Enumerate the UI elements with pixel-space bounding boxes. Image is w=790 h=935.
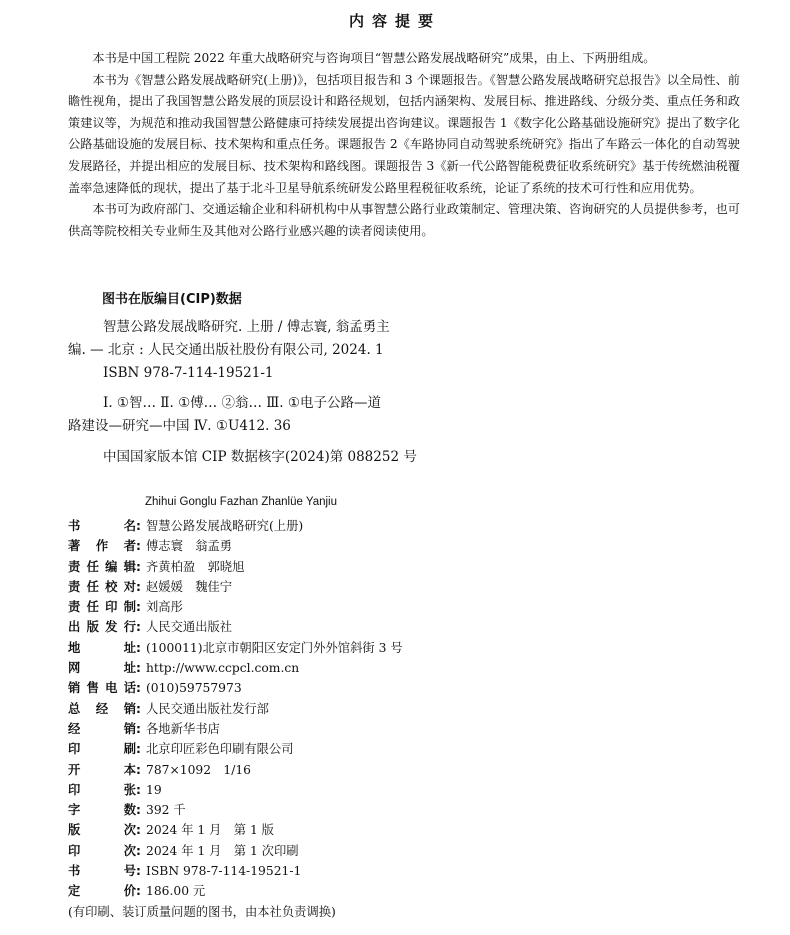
colophon-colon: : [136,640,141,655]
colophon-colon: : [136,843,141,858]
cip-class-line: 路建设—研究—中国 Ⅳ. ①U412. 36 [68,418,291,434]
colophon-value: (100011)北京市朝阳区安定门外外馆斜街 3 号 [146,640,403,655]
cip-class-line: Ⅰ. ①智… Ⅱ. ①傅… ②翁… Ⅲ. ①电子公路—道 [103,395,381,411]
colophon-label: 责 任 印 制 [68,600,136,615]
cip-isbn: ISBN 978-7-114-19521-1 [103,365,274,381]
quality-note: (有印刷、装订质量问题的图书，由本社负责调换) [68,904,336,919]
colophon-label: 印 刷 [68,742,136,757]
colophon-value: 傅志寰 翁孟勇 [146,539,233,554]
colophon-row [68,861,403,881]
colophon-colon: : [136,762,141,777]
colophon-colon: : [136,661,141,676]
colophon-label: 出 版 发 行 [68,620,136,635]
cip-check-line: 中国国家版本馆 CIP 数据核字(2024)第 088252 号 [103,449,417,465]
colophon-colon: : [136,721,141,736]
colophon-row [68,800,403,820]
colophon-value: 赵媛媛 魏佳宁 [146,579,233,594]
colophon-label: 印 张 [68,782,136,797]
colophon-row [68,820,403,840]
cip-desc-line: 编. — 北京 : 人民交通出版社股份有限公司, 2024. 1 [68,342,384,358]
colophon-label: 销 售 电 话 [68,681,136,696]
colophon-label: 责 任 编 辑 [68,559,136,574]
colophon-label: 著 作 者 [68,539,136,554]
cip-title: 图书在版编目(CIP)数据 [102,292,242,307]
colophon-value: ISBN 978-7-114-19521-1 [146,864,302,879]
book-title-pinyin: Zhihui Gonglu Fazhan Zhanlüe Yanjiu [145,496,338,508]
colophon-label: 网 址 [68,661,136,676]
colophon-value: 齐黄柏盈 郭晓旭 [146,559,245,574]
colophon-label: 印 次 [68,843,136,858]
colophon-row [68,841,403,861]
colophon-colon: : [136,579,141,594]
colophon-row [68,516,403,536]
colophon-value: 各地新华书店 [146,721,220,736]
colophon-row [68,658,403,678]
colophon-label: 总 经 销 [68,701,136,716]
colophon-value: http://www.ccpcl.com.cn [146,661,300,676]
colophon-label: 地 址 [68,640,136,655]
summary-title: 内容提要 [348,12,441,30]
colophon-label: 书 号 [68,864,136,879]
colophon-label: 开 本 [68,762,136,777]
colophon-value: 智慧公路发展战略研究(上册) [146,519,304,533]
colophon-value: 19 [146,782,162,797]
cip-check-number [68,446,488,469]
colophon-row [68,597,403,617]
colophon-colon: : [136,559,141,574]
colophon-value: 北京印匠彩色印刷有限公司 [146,742,294,757]
colophon-label: 责 任 校 对 [68,579,136,594]
colophon-colon: : [136,620,141,635]
colophon-colon: : [136,681,141,696]
cip-desc-line: 智慧公路发展战略研究. 上册 / 傅志寰, 翁孟勇主 [103,319,390,335]
colophon-value: (010)59757973 [146,681,242,696]
summary-paragraph: 本书是中国工程院 2022 年重大战略研究与咨询项目“智慧公路发展战略研究”成果，由上、下两册组成。 [92,51,656,65]
colophon-value: 392 千 [146,803,186,818]
colophon-label: 版 次 [68,823,136,838]
colophon-row [68,638,403,658]
colophon-row [68,536,403,556]
colophon-value: 人民交通出版社发行部 [146,701,269,716]
colophon-label: 书 名 [68,519,136,533]
colophon-colon: : [136,803,141,818]
colophon-value: 2024 年 1 月 第 1 版 [146,823,274,838]
colophon-row [68,699,403,719]
colophon-colon: : [136,519,141,533]
colophon-row [68,780,403,800]
colophon-row [68,760,403,780]
colophon-colon: : [136,742,141,757]
colophon-row [68,678,403,698]
summary-paragraph: 本书可为政府部门、交通运输企业和科研机构中从事智慧公路行业政策制定、管理决策、咨询研究的人员提供参考，也可供高等院校相关专业师生及其他对公路行业感兴趣的读者阅读使用。 [68,202,740,238]
colophon-colon: : [136,782,141,797]
colophon-colon: : [136,701,141,716]
cip-classification [68,392,488,438]
colophon-label: 定 价 [68,884,136,899]
colophon-row [68,719,403,739]
colophon-row [68,739,403,759]
colophon-value: 2024 年 1 月 第 1 次印刷 [146,843,299,858]
summary-paragraph: 本书为《智慧公路发展战略研究(上册)》，包括项目报告和 3 个课题报告。《智慧公路发展战略研究总报告》以全局性、前瞻性视角，提出了我国智慧公路发展的顶层设计和路径规划，包括内涵架构、发展目标、推进路线、分级分类、重点任务和政策建议等，为规范和推动我国智慧公路健康可持续发展提出咨询建议。课题报告 1《数字化公路基础设施研究》提出了数字化公路基础设施的发展目标、技术架构和重点任务。课题报告 2《车路协同自动驾驶系统研究》指出了车路云一体化的自动驾驶发展路径，并提出相应的发展目标、技术架构和路线图。课题报告 3《新一代公路智能税费征收系统研究》基于传统燃油税覆盖率急速降低的现状，提出了基于北斗卫星导航系统研发公路里程税征收系统，论证了系统的技术可行性和应用优势。 [68,72,740,195]
colophon-row [68,577,403,597]
colophon-colon: : [136,864,141,879]
summary-body [68,48,740,242]
cip-description [68,316,488,385]
colophon-colon: : [136,600,141,615]
colophon-row [68,557,403,577]
colophon-value: 人民交通出版社 [146,620,233,635]
colophon-value: 787×1092 1/16 [146,762,251,777]
colophon-colon: : [136,823,141,838]
colophon-colon: : [136,539,141,554]
colophon-row [68,881,403,901]
colophon-value: 刘高彤 [146,600,183,615]
colophon-value: 186.00 元 [146,884,206,899]
colophon-row [68,617,403,637]
colophon-colon: : [136,884,141,899]
colophon-label: 字 数 [68,803,136,818]
colophon-label: 经 销 [68,721,136,736]
colophon-table [68,516,403,922]
